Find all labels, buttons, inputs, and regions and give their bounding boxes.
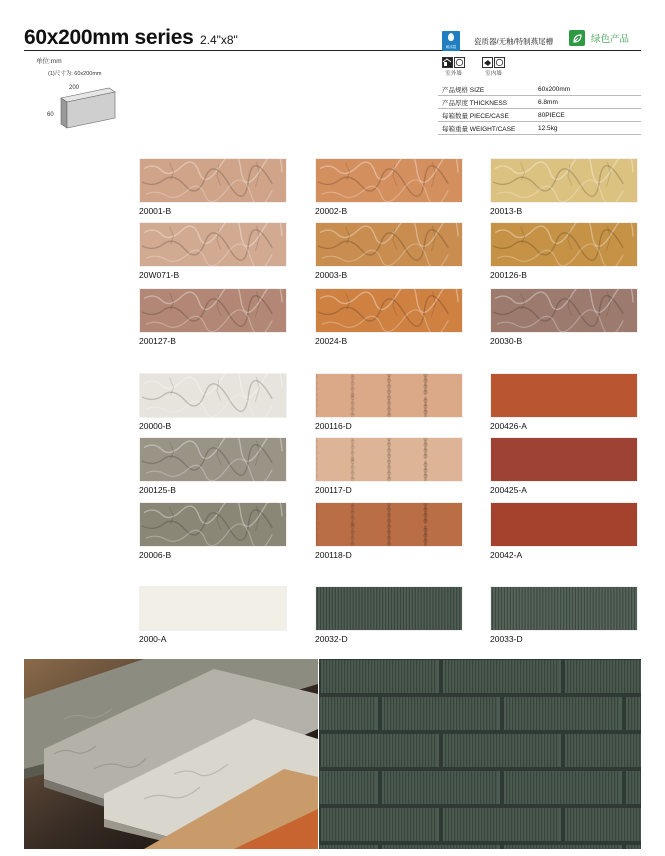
tile-swatch <box>315 158 463 203</box>
tile-code: 20024-B <box>315 336 348 346</box>
spec-value: 12.5kg <box>538 124 558 132</box>
tile-swatch <box>315 373 463 418</box>
tile-swatch <box>139 222 287 267</box>
tile-swatch <box>139 373 287 418</box>
tile-swatch <box>490 222 638 267</box>
spec-key: 产品规格 SIZE <box>442 86 485 94</box>
tile-code: 20000-B <box>139 421 172 431</box>
tile-swatch <box>139 502 287 547</box>
tile-code: 200126-B <box>490 270 527 280</box>
tile-code: 200426-A <box>490 421 527 431</box>
green-product <box>569 30 629 46</box>
tile-code: 200127-B <box>139 336 176 346</box>
feature-text: 瓷质器/无釉/特制燕尾槽 <box>474 36 554 46</box>
interior-wall-label: 室内墙 <box>485 71 502 77</box>
frost-resistant-icon <box>442 31 460 51</box>
unit-label: 单位:mm <box>36 58 62 65</box>
tile-code: 2000-A <box>139 634 167 644</box>
tile-code: 20W071-B <box>139 270 180 280</box>
tile-swatch <box>315 222 463 267</box>
spec-row <box>438 83 641 96</box>
tile-swatch <box>139 288 287 333</box>
tile-stack-photo <box>24 659 318 849</box>
spec-value: 6.8mm <box>538 98 558 106</box>
spec-row <box>438 122 641 135</box>
exterior-wall-label: 室外墙 <box>445 71 462 77</box>
tile-swatch <box>139 437 287 482</box>
tile-code: 20042-A <box>490 550 523 560</box>
tile-code: 20013-B <box>490 206 523 216</box>
spec-table <box>438 83 641 135</box>
leaf-icon <box>569 30 585 46</box>
tile-code: 20006-B <box>139 550 172 560</box>
series-title <box>24 26 238 50</box>
tile-swatch <box>315 288 463 333</box>
tile-swatch <box>315 586 463 631</box>
tile-swatch <box>490 373 638 418</box>
green-product-label: 绿色产品 <box>591 34 630 45</box>
frost-resistant-label: 耐冻裂 <box>445 45 457 49</box>
spec-key: 产品厚度 THICKNESS <box>442 99 508 107</box>
tile-code: 200425-A <box>490 485 527 495</box>
exterior-wall <box>442 57 465 77</box>
tile-swatch <box>490 437 638 482</box>
tile-swatch <box>139 586 287 631</box>
exterior-wall-icon <box>442 57 453 68</box>
interior-wall-icon <box>482 57 493 68</box>
interior-wall <box>482 57 505 77</box>
feature-row <box>442 31 553 51</box>
dim-long-label: 200 <box>69 85 80 91</box>
dim-short-label: 60 <box>47 112 54 118</box>
tile-swatch <box>490 158 638 203</box>
size-note: (1)尺寸为: 60x200mm <box>48 71 102 77</box>
tile-swatch <box>490 288 638 333</box>
tile-code: 200125-B <box>139 485 176 495</box>
tile-code: 20002-B <box>315 206 348 216</box>
series-title-inch: 2.4"x8" <box>199 33 238 47</box>
wall-usage <box>442 57 505 77</box>
tile-dimension-sketch <box>47 80 122 135</box>
tile-code: 200118-D <box>315 550 352 560</box>
tile-code: 20003-B <box>315 270 348 280</box>
wall-installation-photo <box>319 659 641 849</box>
tile-swatch <box>315 437 463 482</box>
tile-code: 20033-D <box>490 634 523 644</box>
tile-swatch <box>315 502 463 547</box>
tile-code: 20030-B <box>490 336 523 346</box>
tile-code: 20001-B <box>139 206 172 216</box>
tile-code: 20032-D <box>315 634 348 644</box>
interior-wall-circle-icon <box>494 57 505 68</box>
tile-swatch <box>139 158 287 203</box>
spec-value: 80PIECE <box>538 111 565 119</box>
series-title-main: 60x200mm series <box>24 26 194 49</box>
spec-row <box>438 96 641 109</box>
spec-key: 每箱数量 PIECE/CASE <box>442 112 509 120</box>
spec-key: 每箱重量 WEIGHT/CASE <box>442 125 516 133</box>
spec-value: 60x200mm <box>538 85 571 93</box>
tile-swatch <box>490 586 638 631</box>
exterior-wall-circle-icon <box>454 57 465 68</box>
spec-row <box>438 109 641 122</box>
tile-code: 200117-D <box>315 485 352 495</box>
tile-code: 200116-D <box>315 421 352 431</box>
tile-swatch <box>490 502 638 547</box>
